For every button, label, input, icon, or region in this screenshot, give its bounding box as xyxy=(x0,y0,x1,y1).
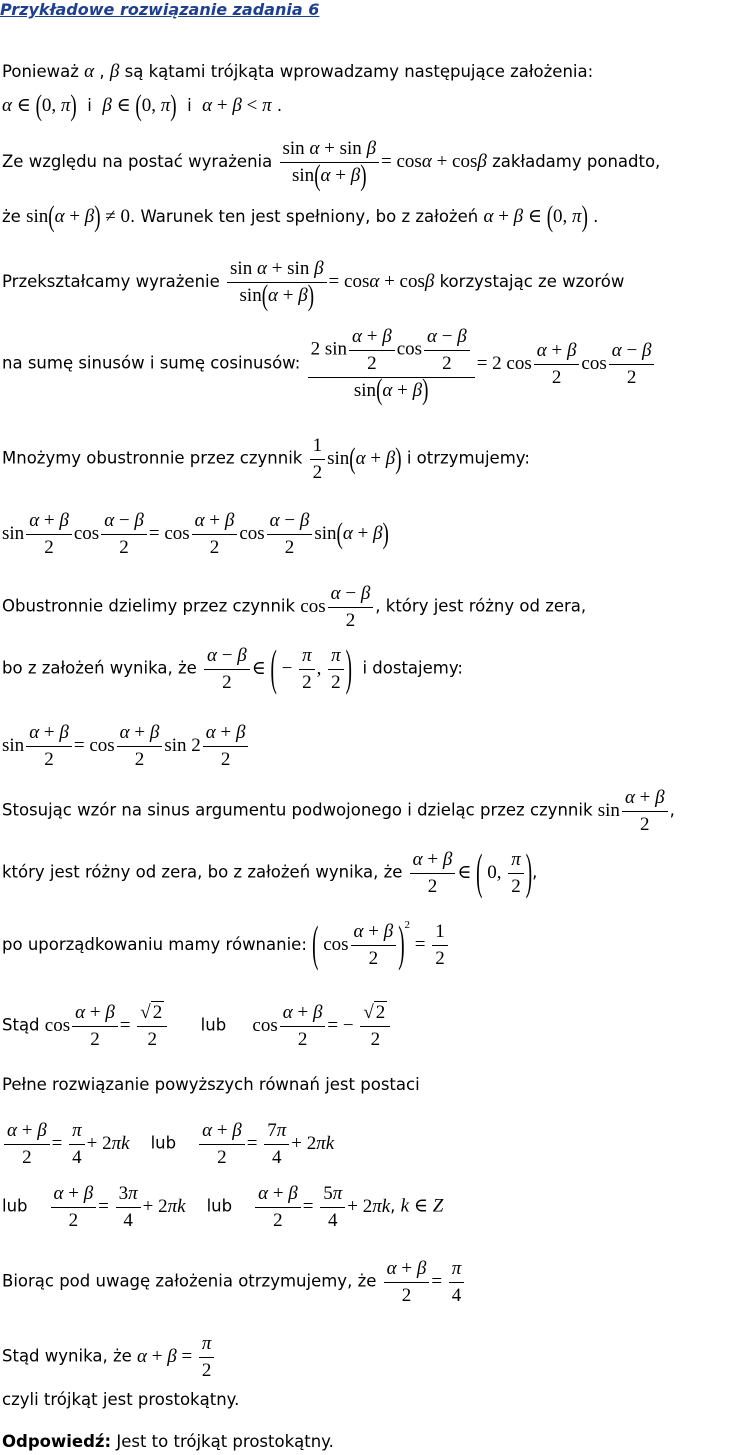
double-angle-line: Stosując wzór na sinus argumentu podwojonego i dzieląc przez czynnik sin $\frac{\alpha + \beta}{2}$ , xyxy=(2,787,675,835)
expression-line: Ze względu na postać wyrażenia $\frac{\text{sin α + sin β}}{\sin(\alpha + \beta)}$ = cosα + cosβ zakładamy ponadto, xyxy=(2,138,661,193)
assumption-intro: Ponieważ α , β są kątami trójkąta wprowadzamy następujące założenia: xyxy=(2,61,594,82)
answer-line xyxy=(2,1434,334,1451)
result-line: Stąd wynika, że α + β = $\frac{\pi}{2}$ xyxy=(2,1333,216,1382)
nonzero-line: który jest różny od zera, bo z założeń wynika, że $\frac{\alpha + \beta}{2}$ ∈ ( 0, $\frac{\pi}{2}$ ), xyxy=(2,846,538,901)
solutions-row-1: $\frac{\alpha + \beta}{2}$ = $\frac{\pi}{4}$ + 2πk lub $\frac{\alpha + \beta}{2}$ = $\frac{7\pi}{4}$ + 2πk xyxy=(2,1120,334,1169)
sum-formula-line: na sumę sinusów i sumę cosinusów: 2 sin $\frac{\alpha + \beta}{2}$ cos $\frac{\alpha - \beta}{2}$ sin(α + β) = 2 cos $\frac{\alpha + \beta}{2}$ cos $\frac{\alpha - \beta}{2}$ xyxy=(2,326,656,402)
full-solution-intro: Pełne rozwiązanie powyższych równań jest postaci xyxy=(2,1075,420,1094)
equation-2: sin $\frac{\alpha + \beta}{2}$ = cos $\frac{\alpha + \beta}{2}$ sin 2 $\frac{\alpha + \beta}{2}$ xyxy=(2,722,250,771)
answer-label: Odpowiedź: xyxy=(2,1432,112,1451)
answer-text: Jest to trójkąt prostokątny. xyxy=(116,1432,334,1451)
multiply-line: Mnożymy obustronnie przez czynnik $\frac{1}{2}$ sin(α + β) i otrzymujemy: xyxy=(2,435,530,483)
solution-heading: Przykładowe rozwiązanie zadania 6 xyxy=(0,0,320,19)
condition-line: że sin(α + β) ≠ 0. Warunek ten jest spełniony, bo z założeń α + β ∈ (0, π) . xyxy=(2,201,599,234)
ordered-equation-line: po uporządkowaniu mamy równanie: ( cos $\frac{\alpha + \beta}{2}$ )$^2$ = $\frac{1}{2}$ xyxy=(2,920,450,970)
divide-line: Obustronnie dzielimy przez czynnik cos $\frac{\alpha - \beta}{2}$ , który jest różny od zera, xyxy=(2,583,587,631)
equation-1: sin $\frac{\alpha + \beta}{2}$ cos $\frac{\alpha - \beta}{2}$ = cos $\frac{\alpha + \beta}{2}$ cos $\frac{\alpha - \beta}{2}$ sin(α + β) xyxy=(2,510,389,558)
conclusion-line: Biorąc pod uwagę założenia otrzymujemy, że $\frac{\alpha + \beta}{2}$ = $\frac{\pi}{4}$ xyxy=(2,1258,466,1307)
transform-line: Przekształcamy wyrażenie $\frac{\text{sin α + sin β}}{\sin(\alpha + \beta)}$ = cosα + cosβ korzystając ze wzorów xyxy=(2,258,625,313)
cos-solutions-line: Stąd cos $\frac{\alpha + \beta}{2}$ = $\frac{√ 2}{2}$ lub cos $\frac{\alpha + \beta}{2}$ = − $\frac{√ 2}{2}$ xyxy=(2,1002,392,1051)
solutions-row-2: lub $\frac{\alpha + \beta}{2}$ = $\frac{3\pi}{4}$ + 2πk lub $\frac{\alpha + \beta}{2}$ = $\frac{5\pi}{4}$ + 2πk, k ∈ Z xyxy=(2,1183,444,1231)
assumption-formulas: α ∈ (0, π) i β ∈ (0, π) i α + β < π . xyxy=(2,90,283,123)
interval-line: bo z założeń wynika, że $\frac{\alpha - \beta}{2}$ ∈ ( − $\frac{\pi}{2}$ , $\frac{\pi}{2}$ ) i dostajemy: xyxy=(2,642,463,697)
right-triangle-line: czyli trójkąt jest prostokątny. xyxy=(2,1390,240,1409)
